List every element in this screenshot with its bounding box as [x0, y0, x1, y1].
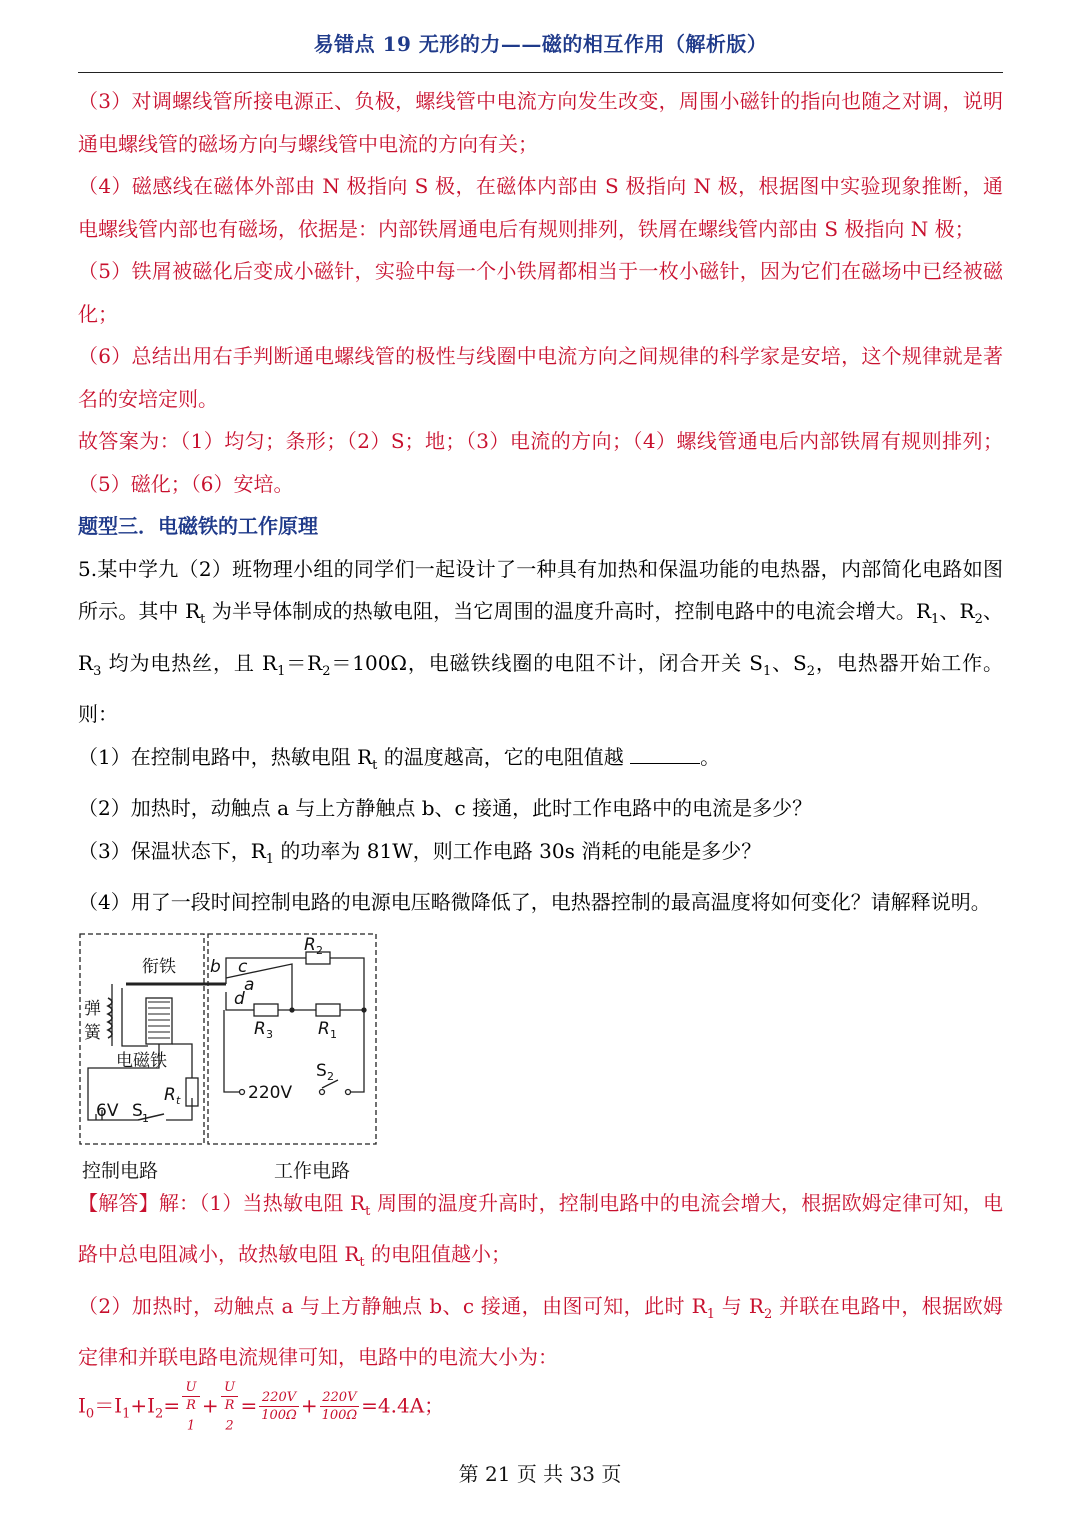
- label-r3: R: [254, 1018, 266, 1039]
- core-frame: [122, 988, 148, 1046]
- svg-text:2: 2: [316, 943, 323, 957]
- fraction-220-100-b: $\frac{220V}{100\Omega}$: [321, 1389, 358, 1423]
- fraction-u-r2: U R $_2$: [221, 1379, 239, 1435]
- answer-paragraph-6: （6）总结出用右手判断通电螺线管的极性与线圈中电流方向之间规律的科学家是安培，这个规律就是著名的安培定则。: [78, 344, 1003, 411]
- question-part-3: （3）保温状态下，$R_1$ 的功率为 81W，则工作电路 30s 消耗的电能是多少？: [78, 838, 762, 867]
- svg-text:2: 2: [327, 1069, 334, 1083]
- answer-summary: 故答案为：（1）均匀；条形；（2）S；地；（3）电流的方向；（4）螺线管通电后内部铁屑有规则排列；（5）磁化；（6）安培。: [78, 429, 1003, 496]
- svg-text:3: 3: [266, 1027, 273, 1041]
- question-part-2: （2）加热时，动触点 a 与上方静触点 b、c 接通，此时工作电路中的电流是多少？: [78, 796, 813, 820]
- spring: [108, 998, 112, 1038]
- circuit-diagram: [78, 928, 398, 1180]
- answer-blank: [630, 762, 700, 764]
- header-rule: [78, 72, 1003, 73]
- page-content: [78, 80, 1003, 1438]
- answer-paragraph-3: （3）对调螺线管所接电源正、负极，螺线管中电流方向发生改变，周围小磁针的指向也随之对调，说明通电螺线管的磁场方向与螺线管中电流的方向有关；: [78, 89, 1003, 156]
- label-r2: R: [304, 934, 316, 955]
- label-220v: 220V: [248, 1082, 293, 1103]
- svg-text:1: 1: [330, 1027, 337, 1041]
- fraction-220-100-a: $\frac{220V}{100\Omega}$: [261, 1389, 297, 1423]
- svg-text:t: t: [176, 1093, 181, 1107]
- label-spring-2: 簧: [84, 1022, 101, 1043]
- label-r1: R: [318, 1018, 330, 1039]
- page-header-title: 易错点 19 无形的力——磁的相互作用（解析版）: [313, 32, 768, 56]
- answer-paragraph-5: （5）铁屑被磁化后变成小磁针，实验中每一个小铁屑都相当于一枚小磁针，因为它们在磁场中已经被磁化；: [78, 259, 1003, 326]
- solution-equation: $I_0=I_1+I_2=$ U R $_1$ + U R $_2$ = $\frac{220V}{100\Omega}$ + $\frac{220V}{100\Omega}$ =4.4A；: [78, 1379, 445, 1434]
- question-part-4: （4）用了一段时间控制电路的电源电压略微降低了，电热器控制的最高温度将如何变化？请解释说明。: [78, 890, 991, 914]
- answer-paragraph-4: （4）磁感线在磁体外部由 N 极指向 S 极，在磁体内部由 S 极指向 N 极，根据图中实验现象推断，通电螺线管内部也有磁场，依据是：内部铁屑通电后有规则排列，铁屑在螺线管内部由 S 极指向 N 极；: [78, 174, 1003, 241]
- caption-work-circuit: 工作电路: [274, 1159, 351, 1182]
- work-wire-left: [224, 1010, 242, 1092]
- label-a: a: [244, 974, 255, 995]
- solution-part-1: 【解答】解：（1）当热敏电阻 $R_t$ 周围的温度升高时，控制电路中的电流会增大，根据欧姆定律可知，电路中总电阻减小，故热敏电阻 $R_t$ 的电阻值越小；: [78, 1190, 1004, 1270]
- r3-resistor: [254, 1004, 278, 1016]
- label-s2: S: [316, 1060, 327, 1081]
- label-6v: 6V: [96, 1100, 119, 1121]
- question-stem: 5.某中学九（2）班物理小组的同学们一起设计了一种具有加热和保温功能的电热器，内部简化电路如图所示。其中 $R_t$ 为半导体制成的热敏电阻，当它周围的温度升高时，控制电路中的电流会增大。$R_1$、$R_2$、$R_3$ 均为电热丝，且 $R_1=R_2=100\Omega$，电磁铁线圈的电阻不计，闭合开关 $S_1$、$S_2$，电热器开始工作。则：: [78, 556, 1004, 726]
- label-s1: S: [132, 1100, 143, 1121]
- page-footer: 第 21 页 共 33 页: [458, 1462, 622, 1486]
- label-c: c: [238, 956, 248, 977]
- label-b: b: [210, 956, 221, 977]
- label-d: d: [234, 988, 245, 1009]
- question-part-1: （1）在控制电路中，热敏电阻 $R_t$ 的温度越高，它的电阻值越 。: [78, 744, 721, 773]
- caption-control-circuit: 控制电路: [82, 1159, 159, 1182]
- fraction-u-r1: U R $_1$: [182, 1379, 200, 1435]
- section-title: 题型三．电磁铁的工作原理: [78, 514, 318, 538]
- circuit-diagram-svg: [78, 928, 398, 1180]
- solution-part-2: （2）加热时，动触点 a 与上方静触点 b、c 接通，由图可知，此时 $R_1$ 与 $R_2$ 并联在电路中，根据欧姆定律和并联电路电流规律可知，电路中的电流大小为：: [78, 1293, 1004, 1369]
- label-armature: 衔铁: [142, 956, 176, 977]
- label-spring-1: 弹: [84, 998, 101, 1019]
- label-rt: R: [164, 1084, 176, 1105]
- electromagnet-coil: [146, 998, 172, 1044]
- label-electromagnet: 电磁铁: [116, 1050, 167, 1071]
- svg-text:1: 1: [142, 1111, 149, 1125]
- r1-resistor: [316, 1004, 340, 1016]
